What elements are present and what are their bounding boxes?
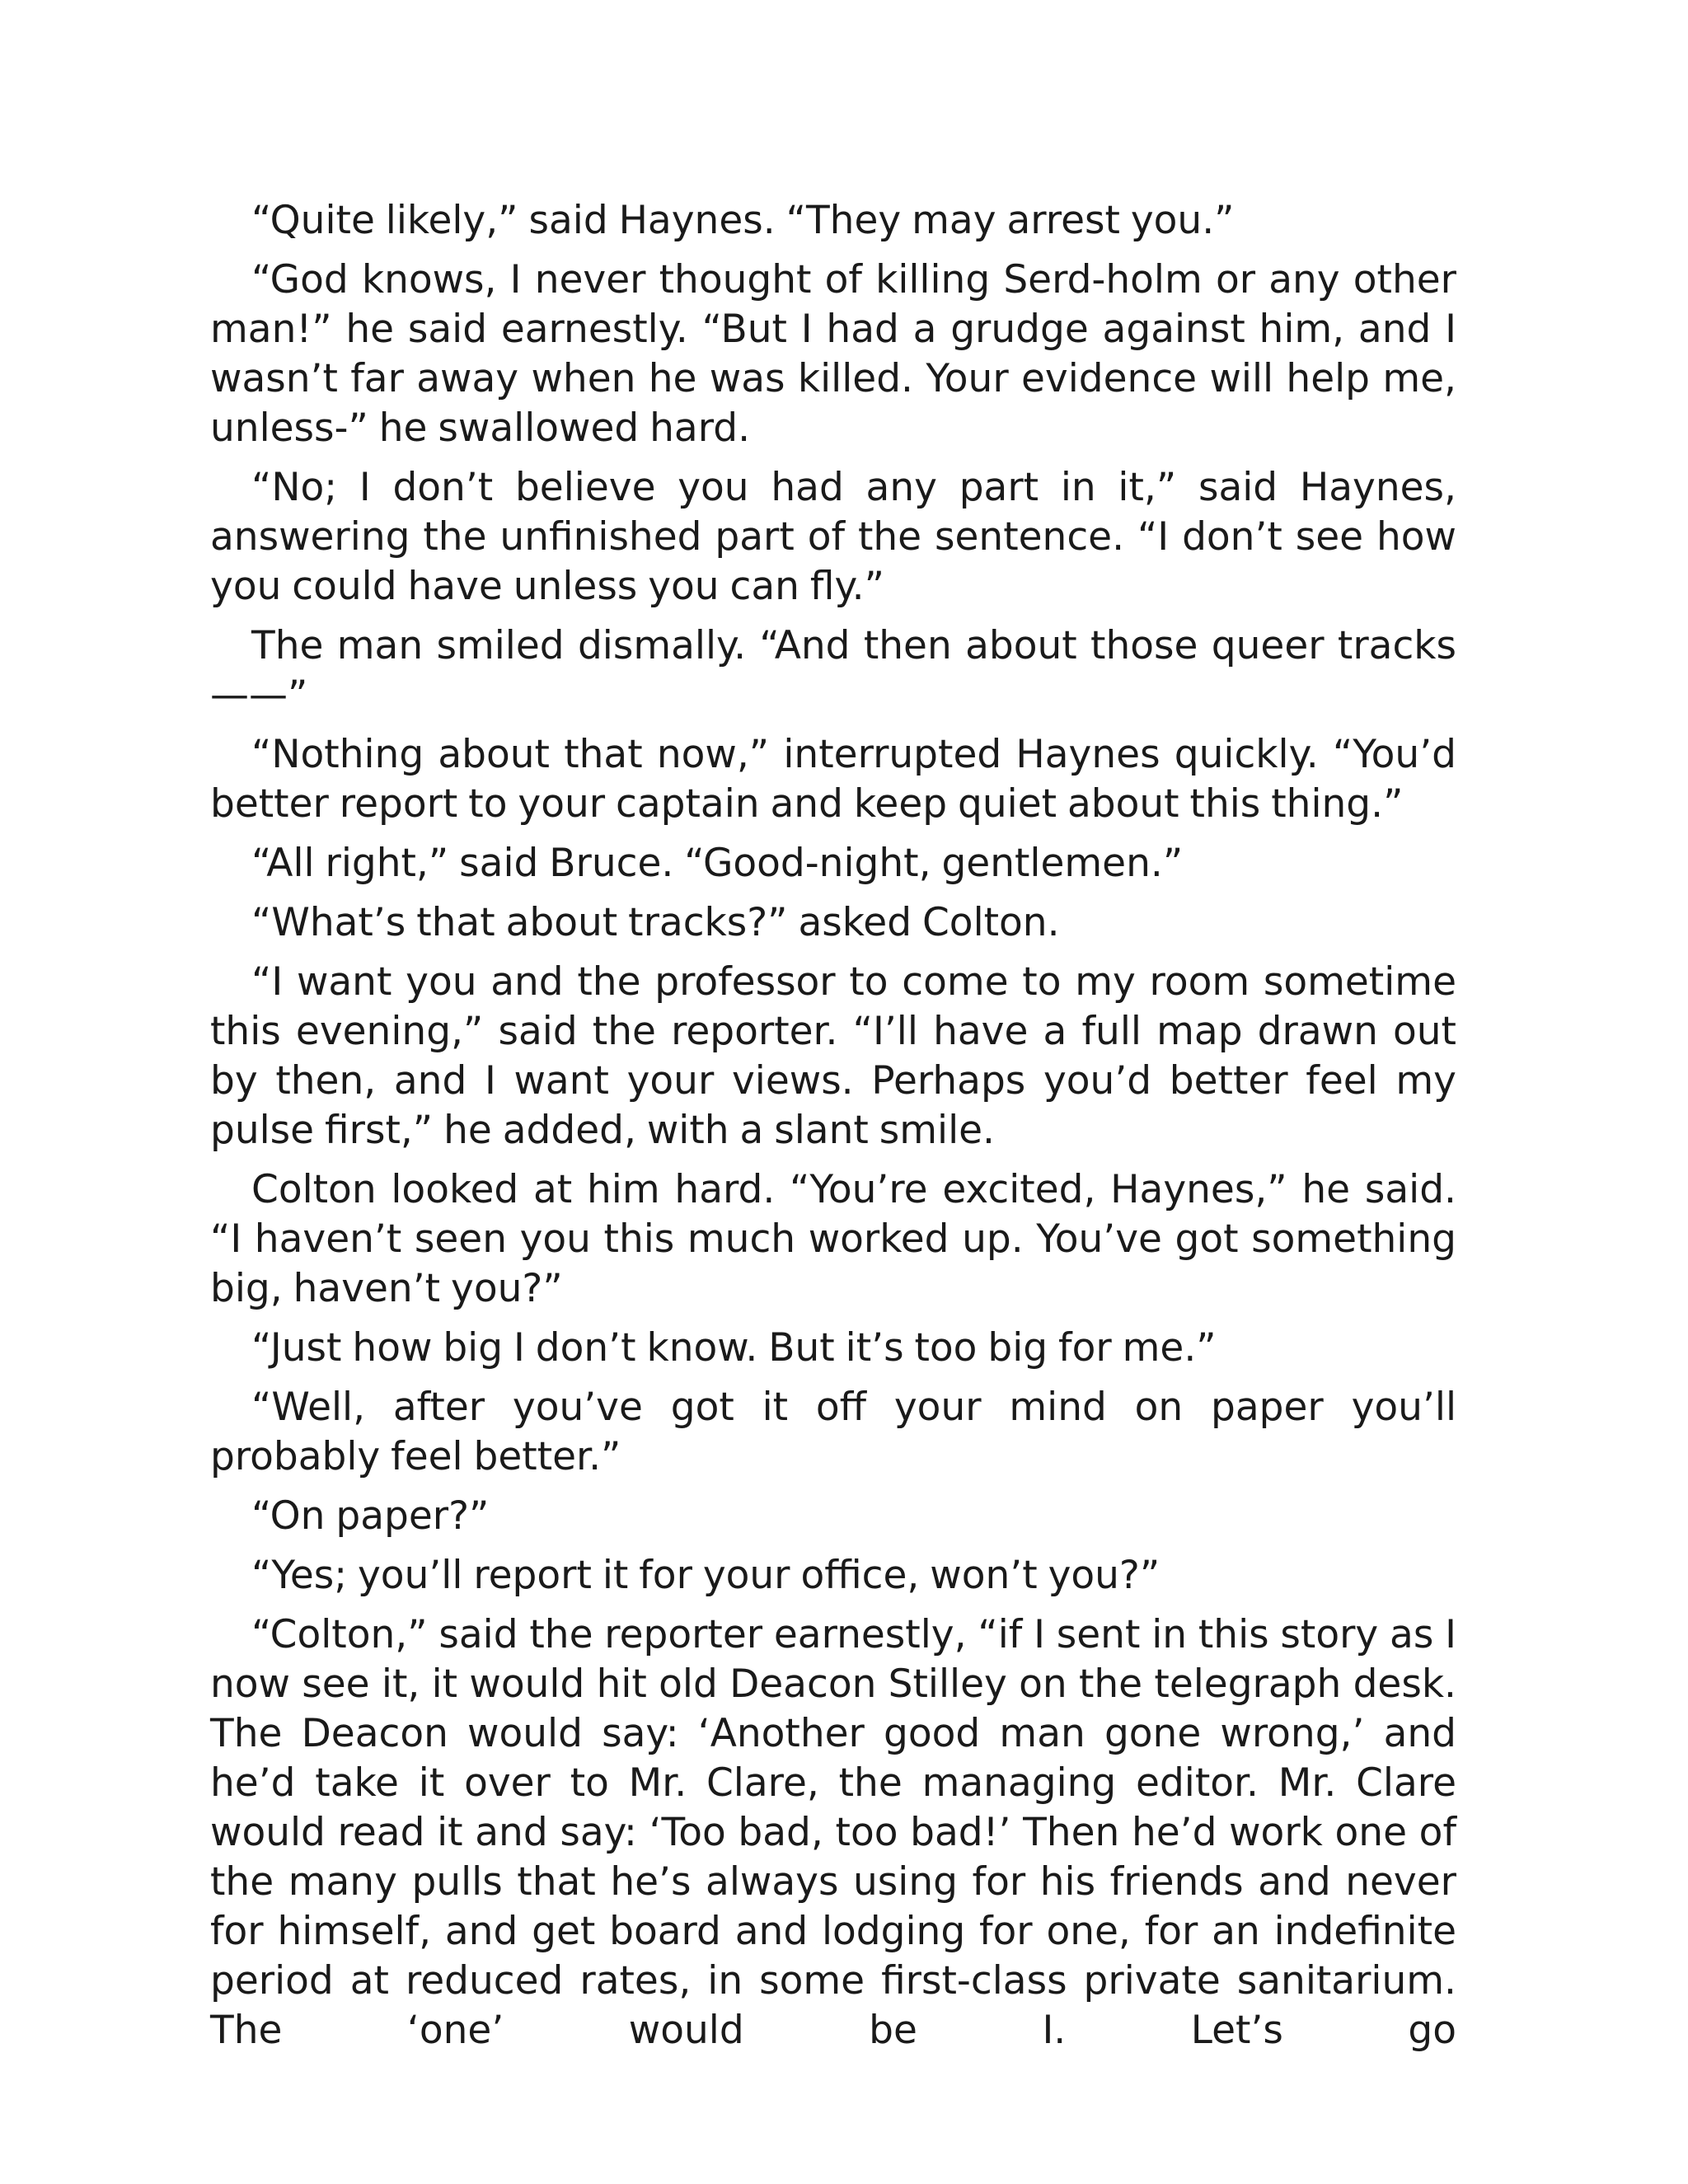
paragraph: “Colton,” said the reporter earnestly, “if I sent in this story as I now see it, it would hit old Deacon Stilley on the telegraph desk. The Deacon would say: ‘Another good man gone wrong,’ and he’d take it over to Mr. Clare, the managing editor. Mr. Clare would read it and say: ‘Too bad, too bad!’ Then he’d work one of the many pulls that he’s always using for his friends and never for himself, and get board and lodging for one, for an indefinite period at reduced rates, in some first-class private sanitarium. The ‘one’ would be I. Let’s go — [210, 1612, 1456, 2053]
paragraph: “No; I don’t believe you had any part in it,” said Haynes, answering the unfinished part of the sentence. “I don’t see how you could have unless you can fly.” — [210, 465, 1456, 609]
paragraph: “Well, after you’ve got it off your mind on paper you’ll probably feel better.” — [210, 1385, 1456, 1479]
paragraph: Colton looked at him hard. “You’re excited, Haynes,” he said. “I haven’t seen you this much worked up. You’ve got something big, haven’t you?” — [210, 1167, 1456, 1311]
paragraph: “God knows, I never thought of killing Serd-holm or any other man!” he said earnestly. “But I had a grudge against him, and I wasn’t far away when he was killed. Your evidence will help me, unless-” he swallowed hard. — [210, 257, 1456, 451]
paragraph: “Just how big I don’t know. But it’s too big for me.” — [251, 1325, 1217, 1371]
paragraph: “Yes; you’ll report it for your office, won’t you?” — [251, 1553, 1160, 1598]
paragraph: “All right,” said Bruce. “Good-night, gentlemen.” — [251, 841, 1184, 886]
paragraph: “What’s that about tracks?” asked Colton. — [251, 900, 1060, 945]
paragraph: The man smiled dismally. “And then about those queer tracks——” — [210, 623, 1456, 718]
paragraph: “On paper?” — [251, 1493, 490, 1539]
book-page — [210, 196, 1456, 2065]
paragraph: “Quite likely,” said Haynes. “They may arrest you.” — [251, 198, 1235, 243]
paragraph: “Nothing about that now,” interrupted Haynes quickly. “You’d better report to your captain and keep quiet about this thing.” — [210, 732, 1456, 827]
paragraph: “I want you and the professor to come to my room sometime this evening,” said the reporter. “I’ll have a full map drawn out by then, and I want your views. Perhaps you’d better feel my pulse first,” he added, with a slant smile. — [210, 959, 1456, 1153]
